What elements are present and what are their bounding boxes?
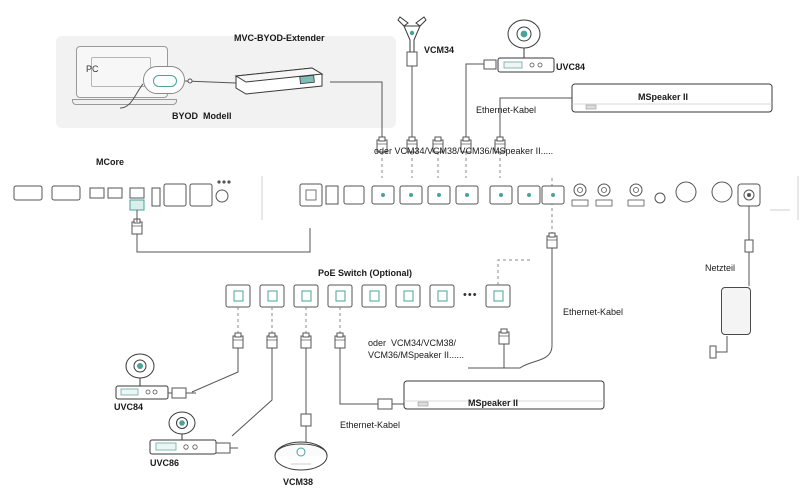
uvc84-top-icon: [478, 20, 554, 72]
vcm34-top-label: VCM34: [424, 45, 455, 55]
vcm34-top-icon: [398, 17, 426, 66]
power-supply-icon: [721, 287, 751, 335]
mvc-byod-extender-icon: [185, 68, 322, 94]
uvc86-bottom-label: UVC86: [150, 458, 180, 468]
poe-switch-label: PoE Switch (Optional): [318, 268, 412, 278]
ethernet-right-label: Ethernet-Kabel: [563, 307, 624, 317]
netzteil-label: Netzteil: [705, 263, 736, 273]
uvc84-top-label: UVC84: [556, 62, 586, 72]
mspeaker-bottom-label: MSpeaker II: [468, 398, 519, 408]
extender-label: MVC-BYOD-Extender: [234, 33, 325, 43]
uvc84-bottom-icon: [116, 354, 196, 399]
vcm38-bottom-label: VCM38: [283, 477, 314, 487]
mspeaker-top-label: MSpeaker II: [638, 92, 689, 102]
ellipsis-label: •••: [463, 289, 478, 301]
byod-model-label: BYOD Modell: [172, 111, 232, 121]
oder-bottom-line2: VCM36/MSpeaker II......: [368, 350, 465, 360]
oder-top-label: oder VCM34/VCM38/VCM36/MSpeaker II.....: [374, 146, 554, 156]
mcore-label: MCore: [96, 157, 125, 167]
uvc84-bottom-label: UVC84: [114, 402, 144, 412]
mcore-icon: [14, 180, 231, 210]
uvc86-bottom-icon: [150, 412, 238, 454]
pc-label: PC: [86, 64, 99, 74]
oder-bottom-line1: oder VCM34/VCM38/: [368, 338, 457, 348]
vcm38-bottom-icon: [275, 442, 327, 470]
ethernet-top-label: Ethernet-Kabel: [476, 105, 537, 115]
ethernet-bottom-label: Ethernet-Kabel: [340, 420, 401, 430]
mvc-hub-icon: [262, 176, 798, 220]
